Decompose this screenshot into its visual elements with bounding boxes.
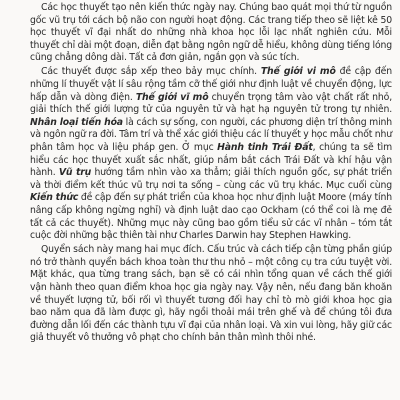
text-run: đề cập đến những lí thuyết vật lí sâu rộng tầm cỡ thế giới như định luật về chuyển động, lực hấp dẫn và dòng điện. xyxy=(30,66,392,103)
section-name-emphasis: Hành tinh Trái Đất xyxy=(217,142,313,154)
paragraph-purpose xyxy=(30,244,392,345)
section-name-emphasis: Vũ trụ xyxy=(58,167,92,179)
text-run: , chúng ta sẽ tìm hiểu các học thuyết xuất sắc nhất, giúp nắm bắt cách Trái Đất và khí hậu vận hành. xyxy=(30,142,392,179)
text-run: Các học thuyết tạo nên kiến thức ngày nay. Chúng bao quát mọi thứ từ nguồn gốc vũ trụ tới cách bộ não con người hoạt động. Các trang tiếp theo sẽ liệt kê 50 học thuyết vĩ đại nhất do những nhà khoa học lỗi lạc nhất nghiên cứu. Mỗi thuyết chỉ dài một đoạn, diễn đạt bằng ngôn ngữ dễ hiểu, không dùng tiếng lóng cũng chẳng dông dài. Tất cả đơn giản, ngắn gọn và súc tích. xyxy=(30,2,392,64)
section-name-emphasis: Nhân loại tiến hóa xyxy=(30,116,123,128)
text-run: là cách sự sống, con người, các phương diện trí thông minh và ngôn ngữ ra đời. Tâm trí và thể xác giới thiệu các lí thuyết y học mẫu chốt như phân tâm học và liệu pháp gen. Ở mục xyxy=(30,116,392,154)
text-run: đề cập đến sự phát triển của khoa học như định luật Moore (máy tính nâng cấp không ngừng nghỉ) và định luật dao cạo Ockham (có thể coi là mẹ đẻ tất cả các thuyết). Những mục này cũng bao gồm tiểu sử các vĩ nhân – tóm tắt cuộc đời những bậc thiên tài như Charles Darwin hay Stephen Hawking. xyxy=(30,192,392,242)
text-run: Các thuyết được sắp xếp theo bảy mục chính. xyxy=(41,66,261,78)
section-name-emphasis: Kiến thức xyxy=(30,192,79,204)
text-run: chuyển trọng tâm vào vật chất rất nhỏ, giải thích thế giới lượng tử của nguyên tử và hạt hạ nguyên tử trong tự nhiên. xyxy=(30,91,393,116)
section-name-emphasis: Thế giới vĩ mô xyxy=(135,91,209,103)
text-run: hướng tầm nhìn vào xa thẳm; giải thích nguồn gốc, sự phát triển và thời điểm kết thúc vũ trụ nơi ta sống – cùng các vũ trụ khác. Mục cuối cùng xyxy=(30,167,392,191)
paragraph-intro xyxy=(30,2,392,65)
section-name-emphasis: Thế giới vi mô xyxy=(260,66,336,78)
text-run: Quyển sách này mang hai mục đích. Cấu trúc và cách tiếp cận từng phần giúp nó trở thành quyển bách khoa toàn thư thu nhỏ – một công cụ tra cứu tuyệt vời. Mặt khác, qua từng trang sách, bạn sẽ có cái nhìn tổng quan về cách thế giới vận hành theo quan điểm khoa học gia ngày nay. Vậy nên, nếu đang băn khoăn về thuyết lượng tử, bối rối vì thuyết tương đối hay chỉ tò mò giới khoa học gia bao năm qua đã làm được gì, hãy ngồi thoải mái trên ghế và để chúng tôi đưa đường dẫn lối đến các thành tựu vĩ đại của nhân loại. Và xin vui lòng, hãy giữ các giả thuyết vô thưởng vô phạt cho chính bản thân mình thôi nhé. xyxy=(30,244,392,344)
paragraph-sections xyxy=(30,66,392,242)
